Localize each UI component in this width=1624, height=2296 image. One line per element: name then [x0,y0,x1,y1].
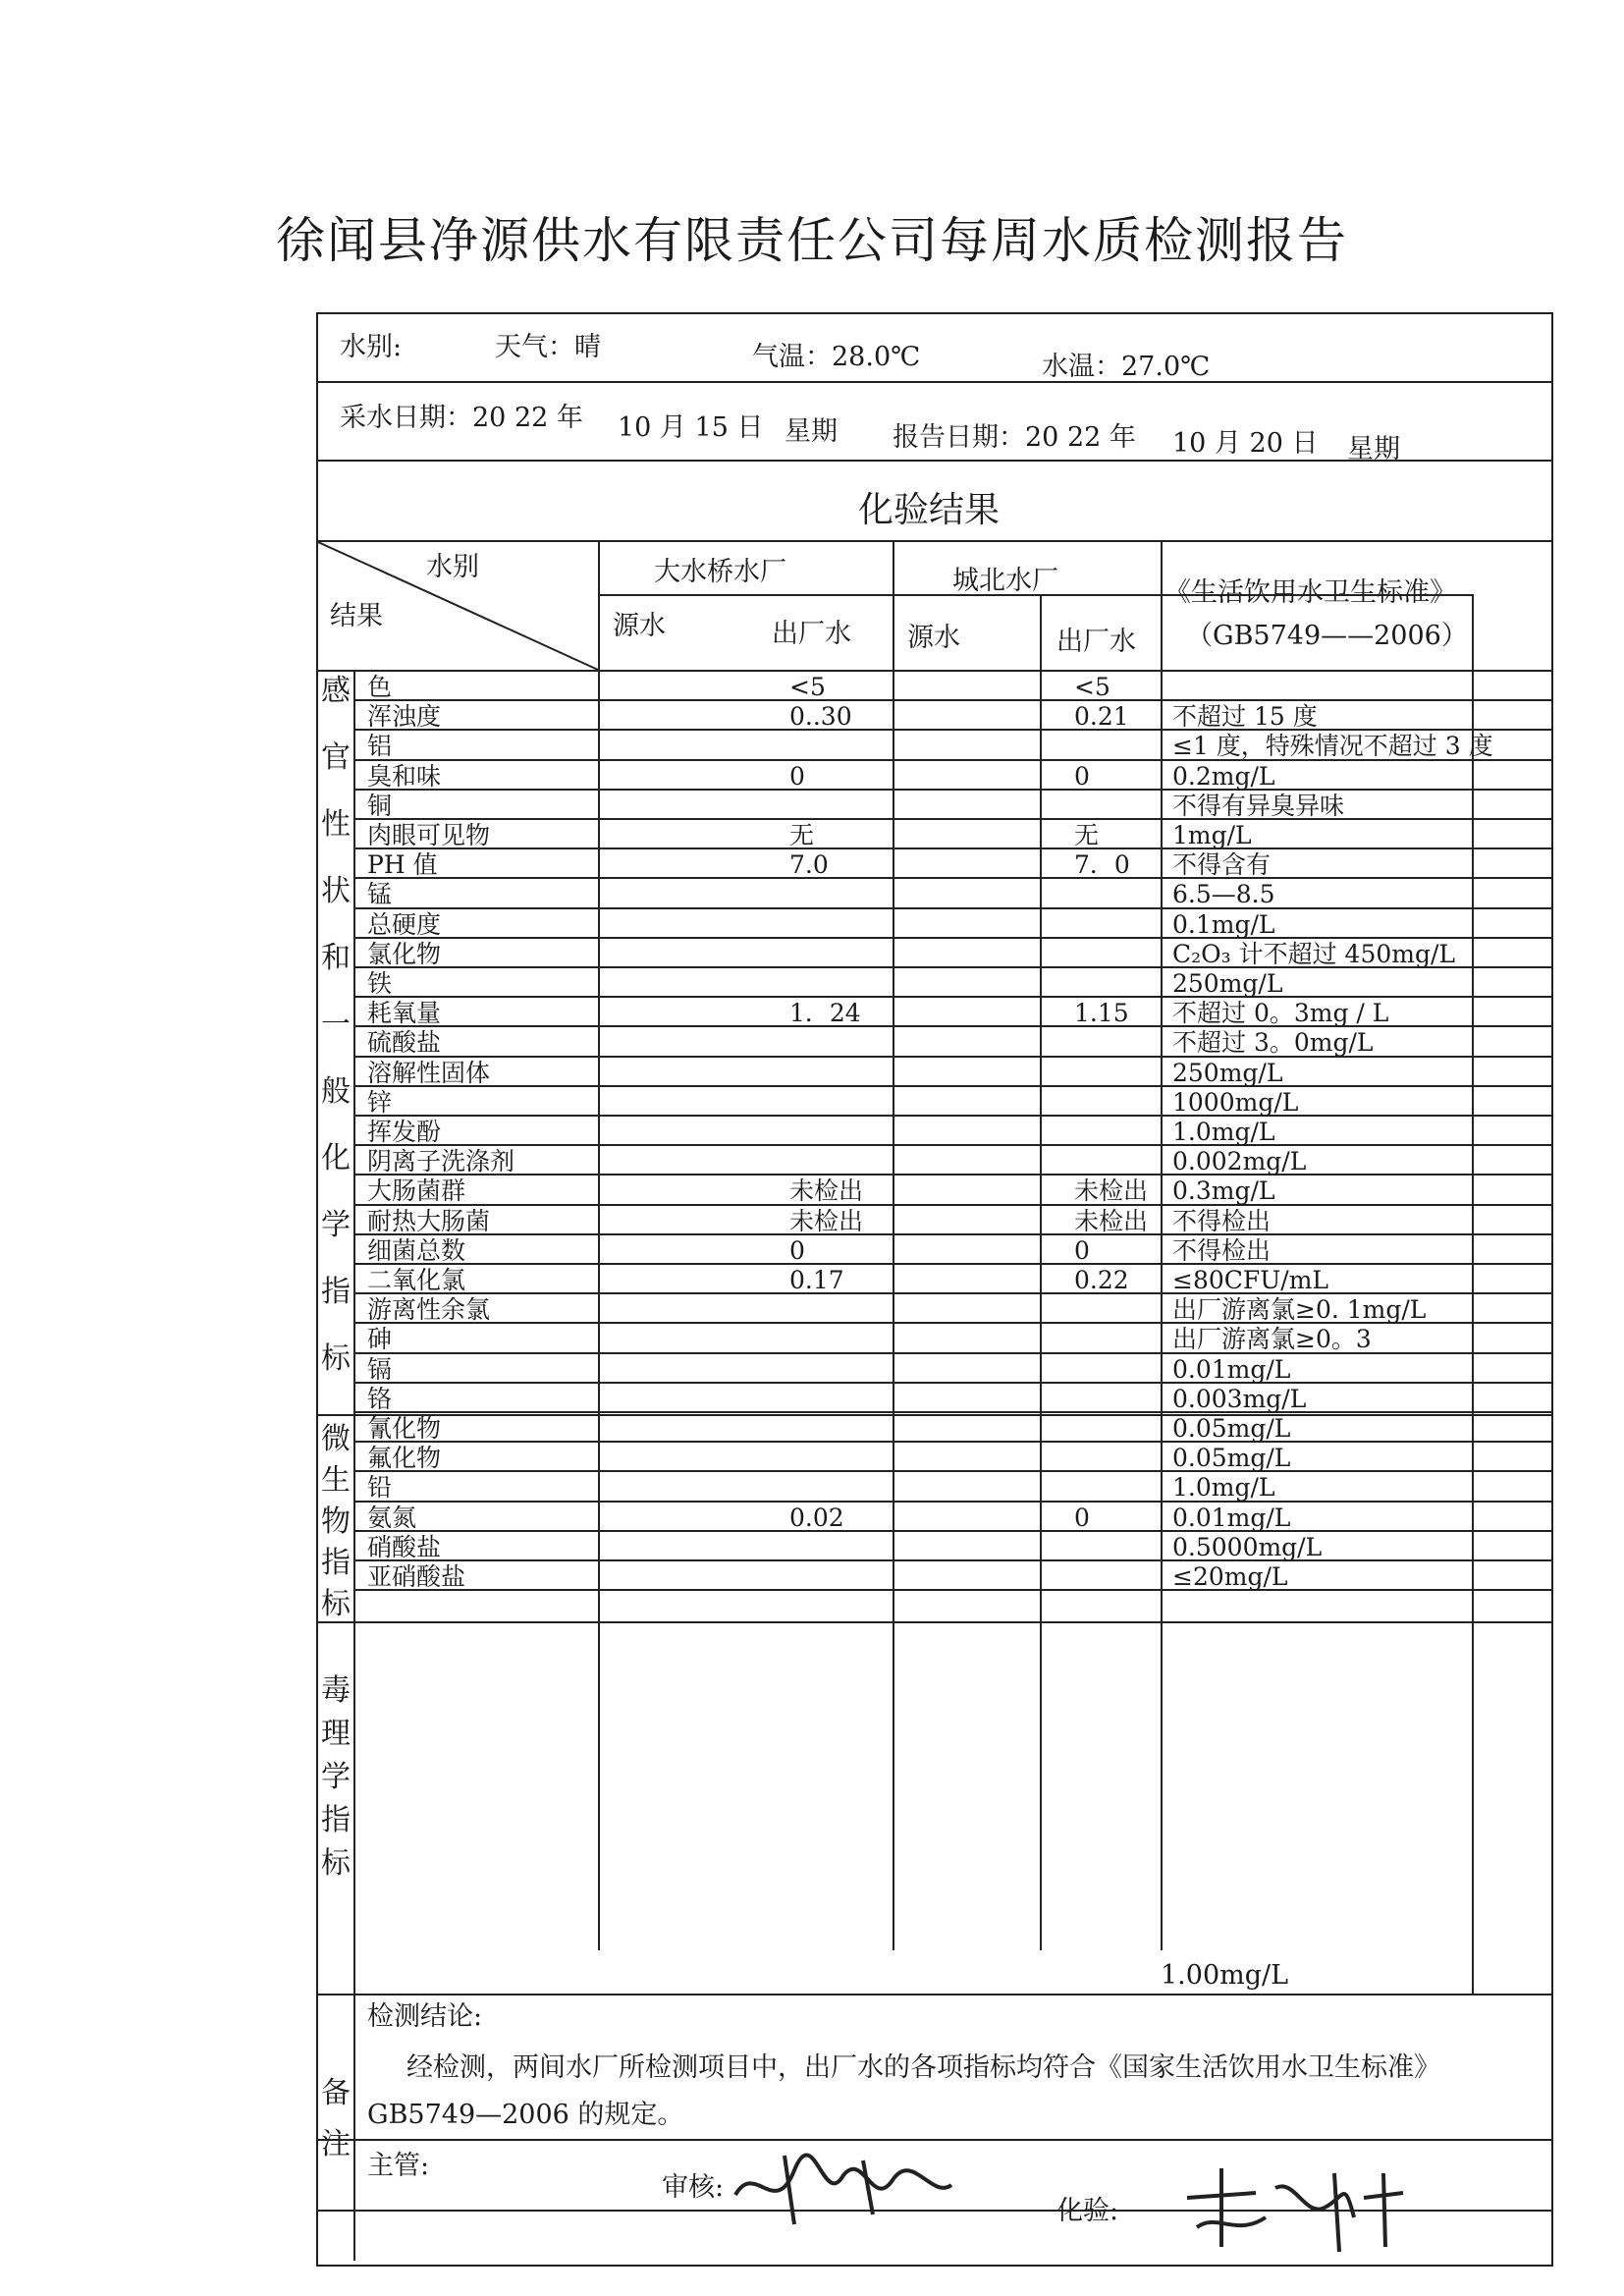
col-line [1161,540,1163,1950]
plant2-output-value: 1.15 [1074,999,1129,1028]
row-divider [353,1144,1551,1146]
row-item-name: 铅 [367,1473,393,1503]
col-line [353,1414,355,2261]
row-divider [353,1085,1551,1087]
standard-value: 6.5—8.5 [1172,880,1275,909]
standard-value: 250mg/L [1172,1058,1283,1087]
standard-value: C₂O₃ 计不超过 450mg/L [1172,939,1456,968]
row-item-name: 氨氮 [367,1503,417,1532]
water-temp: 水温：27.0℃ [1042,352,1211,382]
tester-signature [1177,2159,1413,2257]
standard-value: 0.5000mg/L [1172,1532,1323,1561]
row-item-name: 色 [367,673,393,701]
row-item-name: 氟化物 [367,1444,442,1473]
standard-code: （GB5749——2006） [1186,621,1468,651]
standard-value: 不超过 3。0mg/L [1172,1028,1374,1058]
row-item-name: 溶解性固体 [367,1058,491,1087]
plant1-output-value: 未检出 [789,1176,864,1206]
corner-bottom-label: 结果 [330,601,383,631]
row-divider [353,1589,1551,1591]
section-sensory: 感 官 性 状 和 一 般 化 学 指 标 [321,674,351,1376]
extra-standard: 1.00mg/L [1161,1960,1289,1991]
col-line [353,670,355,1414]
row-item-name: 氯化物 [367,939,442,968]
plant1-output-value: 0.02 [789,1503,844,1532]
row-item-name: 总硬度 [367,909,442,939]
plant2-output-value: 0.22 [1074,1266,1129,1294]
plant1-output-value: <5 [789,673,826,701]
plant2-output-value: 未检出 [1074,1206,1149,1235]
row-divider [353,1115,1551,1117]
col-output-1: 出厂水 [772,619,851,649]
row-divider [353,1411,1551,1413]
supervisor-label: 主管: [367,2151,430,2181]
standard-value: 0.01mg/L [1172,1503,1291,1532]
row-item-name: 硫酸盐 [367,1028,442,1058]
row-item-name: 硝酸盐 [367,1532,442,1561]
row-divider [353,1352,1551,1354]
row-item-name: 铁 [367,969,393,998]
standard-value: 出厂游离氯≥0. 1mg/L [1172,1295,1427,1325]
section-remark: 备 注 [321,2076,351,2161]
row-divider [353,907,1551,909]
standard-value: 不得有异臭异味 [1172,791,1345,820]
standard-header: 《生活饮用水卫生标准》 [1164,577,1456,608]
row-divider [353,1204,1551,1206]
plant2-output-value: 0 [1074,761,1090,791]
report-date: 报告日期：20 22 年 [893,422,1136,453]
conclusion-text: GB5749—2006 的规定。 [367,2100,684,2130]
row-divider [353,789,1551,791]
row-item-name: 细菌总数 [367,1235,466,1265]
standard-value: 1.0mg/L [1172,1473,1275,1503]
conclusion-text: 经检测，两间水厂所检测项目中，出厂水的各项指标均符合《国家生活饮用水卫生标准》 [406,2052,1440,2083]
section-divider [318,1621,1551,1623]
row-item-name: 砷 [367,1325,393,1354]
plant1-output-value: 1．24 [789,999,861,1028]
row-divider [353,1441,1551,1443]
conclusion-label: 检测结论: [367,2001,483,2032]
standard-value: 出厂游离氯≥0。3 [1172,1325,1372,1354]
row-item-name: 耐热大肠菌 [367,1206,491,1235]
row-item-name: 挥发酚 [367,1118,442,1146]
row-item-name: 氰化物 [367,1414,442,1443]
col-source-2: 源水 [907,623,960,653]
row-divider [353,1263,1551,1265]
row-item-name: 肉眼可见物 [367,821,491,849]
row-item-name: 铬 [367,1384,393,1413]
row-divider [353,1382,1551,1384]
row-divider [353,818,1551,820]
row-item-name: 耗氧量 [367,999,442,1028]
row-item-name: 锌 [367,1087,393,1117]
row-divider [353,1174,1551,1175]
standard-value: 不得检出 [1172,1206,1272,1235]
row-divider [353,1559,1551,1561]
sample-date-md: 10 月 15 日 [618,412,764,443]
sample-date: 采水日期：20 22 年 [340,403,583,433]
water-type-label: 水别: [340,332,403,362]
plant1-output-value: 7.0 [789,850,829,880]
plant2-output-value: 0 [1074,1235,1090,1265]
row-item-name: 二氧化氯 [367,1266,466,1294]
plant1-output-value: 0 [789,761,805,791]
standard-value: ≤1 度，特殊情况不超过 3 度 [1172,732,1493,761]
standard-value: 不超过 0。3mg / L [1172,999,1389,1028]
col-line [1040,594,1042,1950]
air-temp: 气温：28.0℃ [752,342,921,372]
row-item-name: 锰 [367,880,393,909]
standard-value: 250mg/L [1172,969,1283,998]
section-microbiology: 微 生 物 指 标 [321,1422,351,1621]
row-item-name: 游离性余氯 [367,1295,491,1325]
row-divider [353,847,1551,849]
standard-value: 0.1mg/L [1172,909,1275,939]
row-divider [353,877,1551,879]
standard-value: 不超过 15 度 [1172,702,1318,732]
col-source-1: 源水 [613,611,666,641]
standard-value: 1mg/L [1172,821,1252,849]
col-line [598,540,600,1950]
row-item-name: 铜 [367,791,393,820]
report-table [316,312,1553,2267]
row-divider [353,1470,1551,1472]
section-divider [318,1994,1551,1995]
report-date-md: 10 月 20 日 [1172,428,1319,459]
results-title: 化验结果 [858,490,1001,530]
plant2-header: 城北水厂 [952,566,1058,596]
standard-value: 不得含有 [1172,850,1272,880]
plant2-output-value: 7．0 [1074,850,1130,880]
plant2-output-value: 0.21 [1074,702,1129,732]
standard-value: 0.003mg/L [1172,1384,1307,1413]
standard-value: ≤20mg/L [1172,1562,1288,1591]
plant1-header: 大水桥水厂 [654,557,786,587]
standard-value: ≤80CFU/mL [1172,1266,1329,1294]
row-divider [353,1530,1551,1532]
row-divider [353,1233,1551,1235]
standard-value: 0.002mg/L [1172,1147,1307,1176]
section-toxicology: 毒 理 学 指 标 [321,1673,351,1881]
tester-label: 化验: [1056,2196,1119,2226]
standard-value: 0.3mg/L [1172,1176,1275,1206]
standard-value: 0.05mg/L [1172,1444,1291,1473]
plant1-output-value: 0.17 [789,1266,844,1294]
weekday-label: 星期 [785,416,838,447]
reviewer-signature [726,2141,961,2229]
standard-value: 不得检出 [1172,1235,1272,1265]
row-item-name: 铝 [367,732,393,761]
row-divider [353,1501,1551,1503]
plant2-output-value: <5 [1074,673,1110,701]
plant2-output-value: 无 [1074,821,1100,849]
section-divider [318,1414,1551,1416]
standard-value: 1.0mg/L [1172,1118,1275,1146]
plant1-output-value: 0..30 [789,702,852,732]
standard-value: 0.01mg/L [1172,1354,1291,1384]
standard-value: 0.05mg/L [1172,1414,1291,1443]
row-item-name: 亚硝酸盐 [367,1562,466,1591]
plant2-output-value: 0 [1074,1503,1090,1532]
plant1-output-value: 无 [789,821,815,849]
report-title: 徐闻县净源供水有限责任公司每周水质检测报告 [276,212,1348,269]
standard-value: 0.2mg/L [1172,761,1275,791]
row-item-name: 大肠菌群 [367,1176,466,1206]
weather: 天气：晴 [495,332,601,362]
row-item-name: 阴离子洗涤剂 [367,1147,515,1176]
plant1-output-value: 0 [789,1235,805,1265]
standard-value: 1000mg/L [1172,1087,1299,1117]
row-divider [353,699,1551,701]
row-item-name: 镉 [367,1354,393,1384]
col-line [893,540,894,1950]
plant2-output-value: 未检出 [1074,1176,1149,1206]
corner-top-label: 水别 [426,552,479,582]
row-item-name: 浑浊度 [367,702,442,732]
plant1-output-value: 未检出 [789,1206,864,1235]
reviewer-label: 审核: [662,2172,725,2203]
col-output-2: 出厂水 [1056,627,1136,657]
row-item-name: PH 值 [367,850,438,880]
weekday-label: 星期 [1347,434,1400,465]
row-item-name: 臭和味 [367,761,442,791]
